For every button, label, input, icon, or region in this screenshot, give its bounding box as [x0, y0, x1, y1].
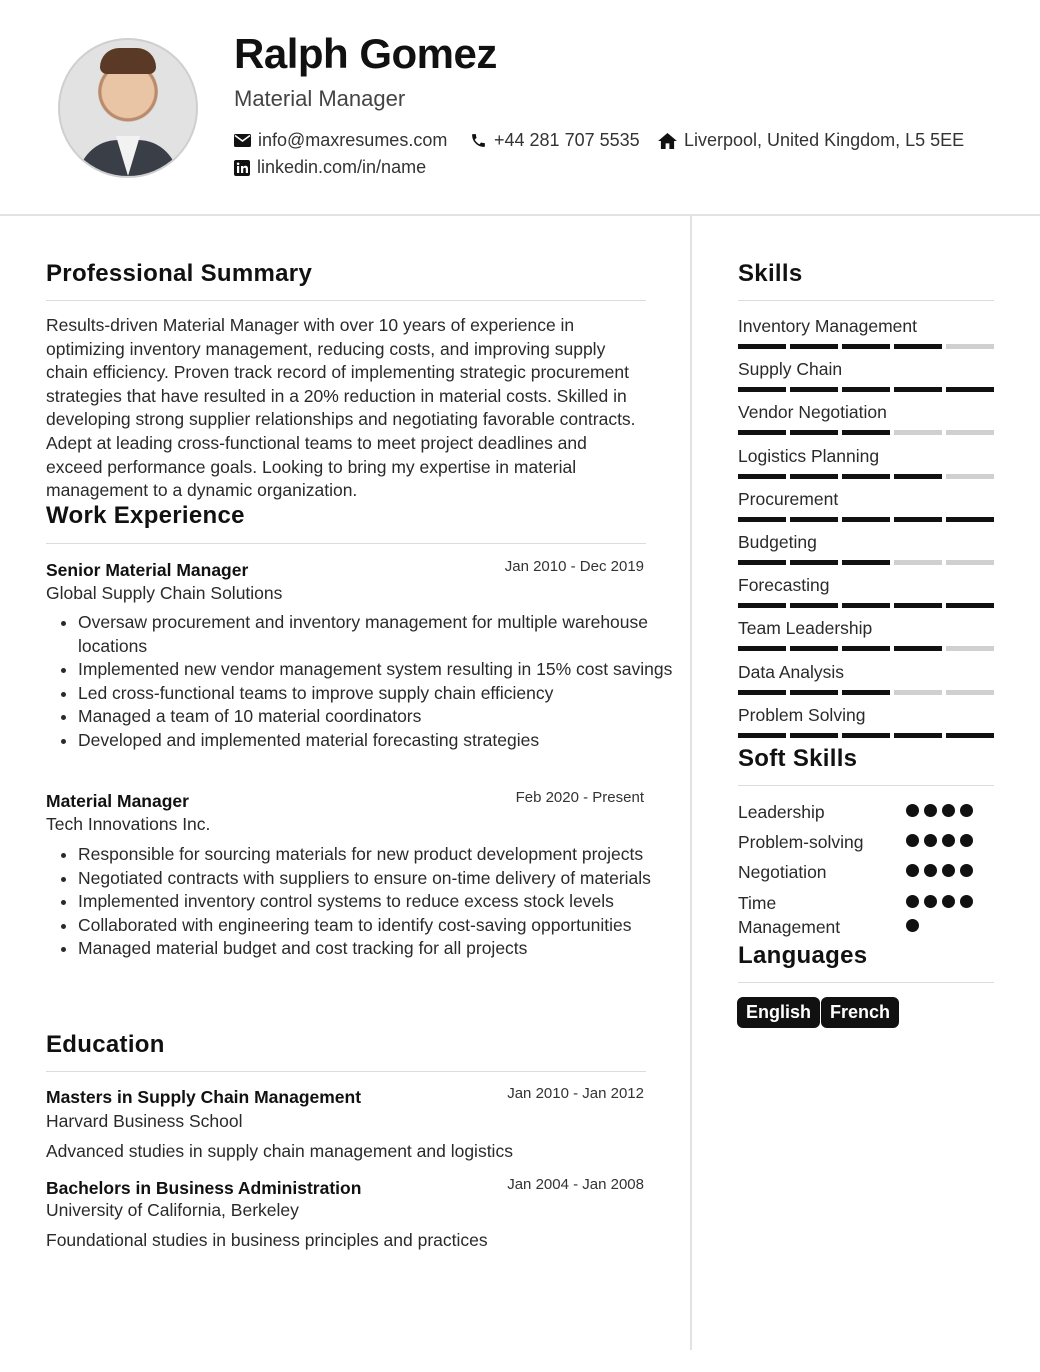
soft-skill-label: Leadership [738, 802, 825, 822]
soft-skill-dot [942, 804, 955, 817]
soft-skill-dot [924, 834, 937, 847]
skill-label: Vendor Negotiation [738, 402, 887, 422]
job-title: Material Manager [46, 791, 189, 811]
list-item: • Implemented new vendor management system resulting in 15% cost savings [78, 658, 678, 682]
skill-level-segment [738, 430, 786, 435]
skill-level-segment [790, 646, 838, 651]
school-name: University of California, Berkeley [46, 1200, 299, 1220]
language-badge: English [737, 997, 820, 1028]
list-item: • Negotiated contracts with suppliers to ensure on-time delivery of materials [78, 867, 678, 891]
skill-label: Supply Chain [738, 359, 843, 379]
skill-level-bar [738, 430, 994, 435]
linkedin-text[interactable]: linkedin.com/in/name [257, 157, 427, 177]
languages-rule [738, 982, 994, 983]
skill-level-segment [842, 560, 890, 565]
skill-level-segment [842, 690, 890, 695]
soft-skill-dot [906, 864, 919, 877]
skill-level-segment [894, 690, 942, 695]
skill-label: Team Leadership [738, 618, 873, 638]
skill-level-segment [738, 474, 786, 479]
skill-label: Forecasting [738, 575, 830, 595]
skill-level-bar [738, 733, 994, 738]
job-company: Tech Innovations Inc. [46, 814, 211, 834]
soft-skill-dot [924, 895, 937, 908]
linkedin-icon [234, 160, 250, 176]
summary-text: Results-driven Material Manager with over 10 years of experience in optimizing inventory management, reducing costs, and improving supply chain efficiency. Proven track record of implementing strategic procurement strategies that have resulted in a 20% reduction in material costs. Skilled in developing strong supplier relationships and negotiating favorable contracts. Adept at leading cross-functional teams to meet project deadlines and exceed performance goals. Looking to bring my expertise in material management to a dynamic organization. [46, 315, 636, 501]
skill-level-bar [738, 646, 994, 651]
location-text: Liverpool, United Kingdom, L5 5EE [684, 130, 965, 150]
skill-level-segment [894, 474, 942, 479]
list-item: • Managed a team of 10 material coordinators [78, 705, 678, 729]
skill-level-segment [946, 733, 994, 738]
soft-skill-label: Problem-solving [738, 832, 864, 852]
soft-skill-dot [960, 834, 973, 847]
skill-level-segment [842, 430, 890, 435]
skill-label: Budgeting [738, 532, 817, 552]
skill-level-bar [738, 690, 994, 695]
profile-photo [58, 38, 198, 178]
language-badge: French [821, 997, 899, 1028]
soft-skill-dot [906, 804, 919, 817]
soft-skill-dot [942, 864, 955, 877]
education-heading: Education [46, 1031, 165, 1058]
skill-level-segment [894, 517, 942, 522]
skill-level-segment [790, 430, 838, 435]
skill-level-segment [946, 560, 994, 565]
soft-skill-dot [924, 864, 937, 877]
skill-level-segment [842, 517, 890, 522]
job-title: Senior Material Manager [46, 560, 249, 580]
education-description: Foundational studies in business principles and practices [46, 1230, 488, 1250]
list-item: • Responsible for sourcing materials for new product development projects [78, 843, 678, 867]
soft-skill-dot [906, 919, 919, 932]
skill-level-segment [738, 560, 786, 565]
skill-label: Logistics Planning [738, 446, 880, 466]
list-item: • Implemented inventory control systems to reduce excess stock levels [78, 890, 678, 914]
school-name: Harvard Business School [46, 1111, 243, 1131]
skill-label: Problem Solving [738, 705, 866, 725]
job-dates: Feb 2020 - Present [515, 789, 644, 806]
list-item: • Managed material budget and cost tracking for all projects [78, 937, 678, 961]
skill-level-segment [790, 474, 838, 479]
soft-skill-label: Time Management [738, 893, 841, 937]
contact-location [658, 130, 964, 151]
skill-level-segment [790, 560, 838, 565]
skill-level-segment [894, 733, 942, 738]
envelope-icon [234, 134, 251, 147]
email-text[interactable]: info@maxresumes.com [258, 130, 448, 150]
skill-label: Inventory Management [738, 316, 917, 336]
soft-skill-dot [906, 895, 919, 908]
list-item: • Collaborated with engineering team to identify cost-saving opportunities [78, 914, 678, 938]
education-description: Advanced studies in supply chain management and logistics [46, 1141, 513, 1161]
summary-rule [46, 300, 646, 301]
skill-level-bar [738, 387, 994, 392]
skill-label: Procurement [738, 489, 839, 509]
skill-level-segment [790, 344, 838, 349]
soft-skill-label: Negotiation [738, 862, 827, 882]
skill-level-segment [790, 603, 838, 608]
job-company: Global Supply Chain Solutions [46, 583, 283, 603]
list-item: • Developed and implemented material forecasting strategies [78, 729, 678, 753]
skill-level-segment [738, 733, 786, 738]
skill-level-segment [842, 603, 890, 608]
skill-level-bar [738, 560, 994, 565]
resume-header [0, 0, 1040, 216]
skill-level-bar [738, 517, 994, 522]
skill-level-segment [894, 603, 942, 608]
job-bullets [46, 843, 678, 961]
skill-level-segment [946, 344, 994, 349]
skill-level-segment [946, 430, 994, 435]
education-dates: Jan 2010 - Jan 2012 [507, 1085, 644, 1102]
phone-text: +44 281 707 5535 [494, 130, 640, 150]
contact-email[interactable] [234, 130, 447, 151]
skill-level-segment [790, 733, 838, 738]
soft-skills-rule [738, 785, 994, 786]
skill-level-segment [738, 344, 786, 349]
languages-heading: Languages [738, 942, 868, 969]
skill-level-segment [842, 387, 890, 392]
contact-linkedin[interactable] [234, 157, 426, 178]
skill-level-segment [946, 646, 994, 651]
skill-label: Data Analysis [738, 662, 845, 682]
skills-heading: Skills [738, 260, 803, 287]
soft-skills-heading: Soft Skills [738, 745, 858, 772]
skill-level-segment [894, 344, 942, 349]
soft-skill-dot [960, 804, 973, 817]
skill-level-bar [738, 474, 994, 479]
soft-skill-dot [906, 834, 919, 847]
phone-icon [470, 132, 487, 149]
skill-level-segment [842, 646, 890, 651]
skill-level-bar [738, 603, 994, 608]
skill-level-segment [790, 517, 838, 522]
soft-skill-dot [960, 895, 973, 908]
skill-level-segment [894, 430, 942, 435]
skill-level-segment [738, 690, 786, 695]
skill-level-segment [738, 646, 786, 651]
degree-title: Masters in Supply Chain Management [46, 1087, 362, 1107]
soft-skill-dot [942, 834, 955, 847]
list-item: • Oversaw procurement and inventory management for multiple warehouse locations [78, 611, 678, 658]
education-dates: Jan 2004 - Jan 2008 [507, 1176, 644, 1193]
skill-level-segment [946, 690, 994, 695]
candidate-name: Ralph Gomez [234, 30, 497, 77]
skill-level-bar [738, 344, 994, 349]
skill-level-segment [842, 733, 890, 738]
soft-skill-dot [942, 895, 955, 908]
skill-level-segment [946, 603, 994, 608]
skill-level-segment [894, 387, 942, 392]
column-divider [690, 216, 692, 1350]
list-item: • Led cross-functional teams to improve supply chain efficiency [78, 682, 678, 706]
job-dates: Jan 2010 - Dec 2019 [504, 558, 644, 575]
skill-level-segment [790, 387, 838, 392]
contact-phone[interactable] [470, 130, 640, 151]
education-rule [46, 1071, 646, 1072]
skills-rule [738, 300, 994, 301]
skill-level-segment [946, 387, 994, 392]
skill-level-segment [946, 517, 994, 522]
candidate-role: Material Manager [234, 86, 406, 111]
degree-title: Bachelors in Business Administration [46, 1178, 362, 1198]
skill-level-segment [894, 560, 942, 565]
skill-level-segment [894, 646, 942, 651]
home-icon [658, 133, 677, 149]
skill-level-segment [946, 474, 994, 479]
skill-level-segment [790, 690, 838, 695]
skill-level-segment [738, 603, 786, 608]
summary-heading: Professional Summary [46, 260, 313, 287]
experience-rule [46, 543, 646, 544]
skill-level-segment [842, 474, 890, 479]
job-bullets [46, 611, 678, 753]
soft-skill-dot [960, 864, 973, 877]
soft-skill-dot [924, 804, 937, 817]
experience-heading: Work Experience [46, 502, 245, 529]
skill-level-segment [738, 387, 786, 392]
skill-level-segment [842, 344, 890, 349]
skill-level-segment [738, 517, 786, 522]
